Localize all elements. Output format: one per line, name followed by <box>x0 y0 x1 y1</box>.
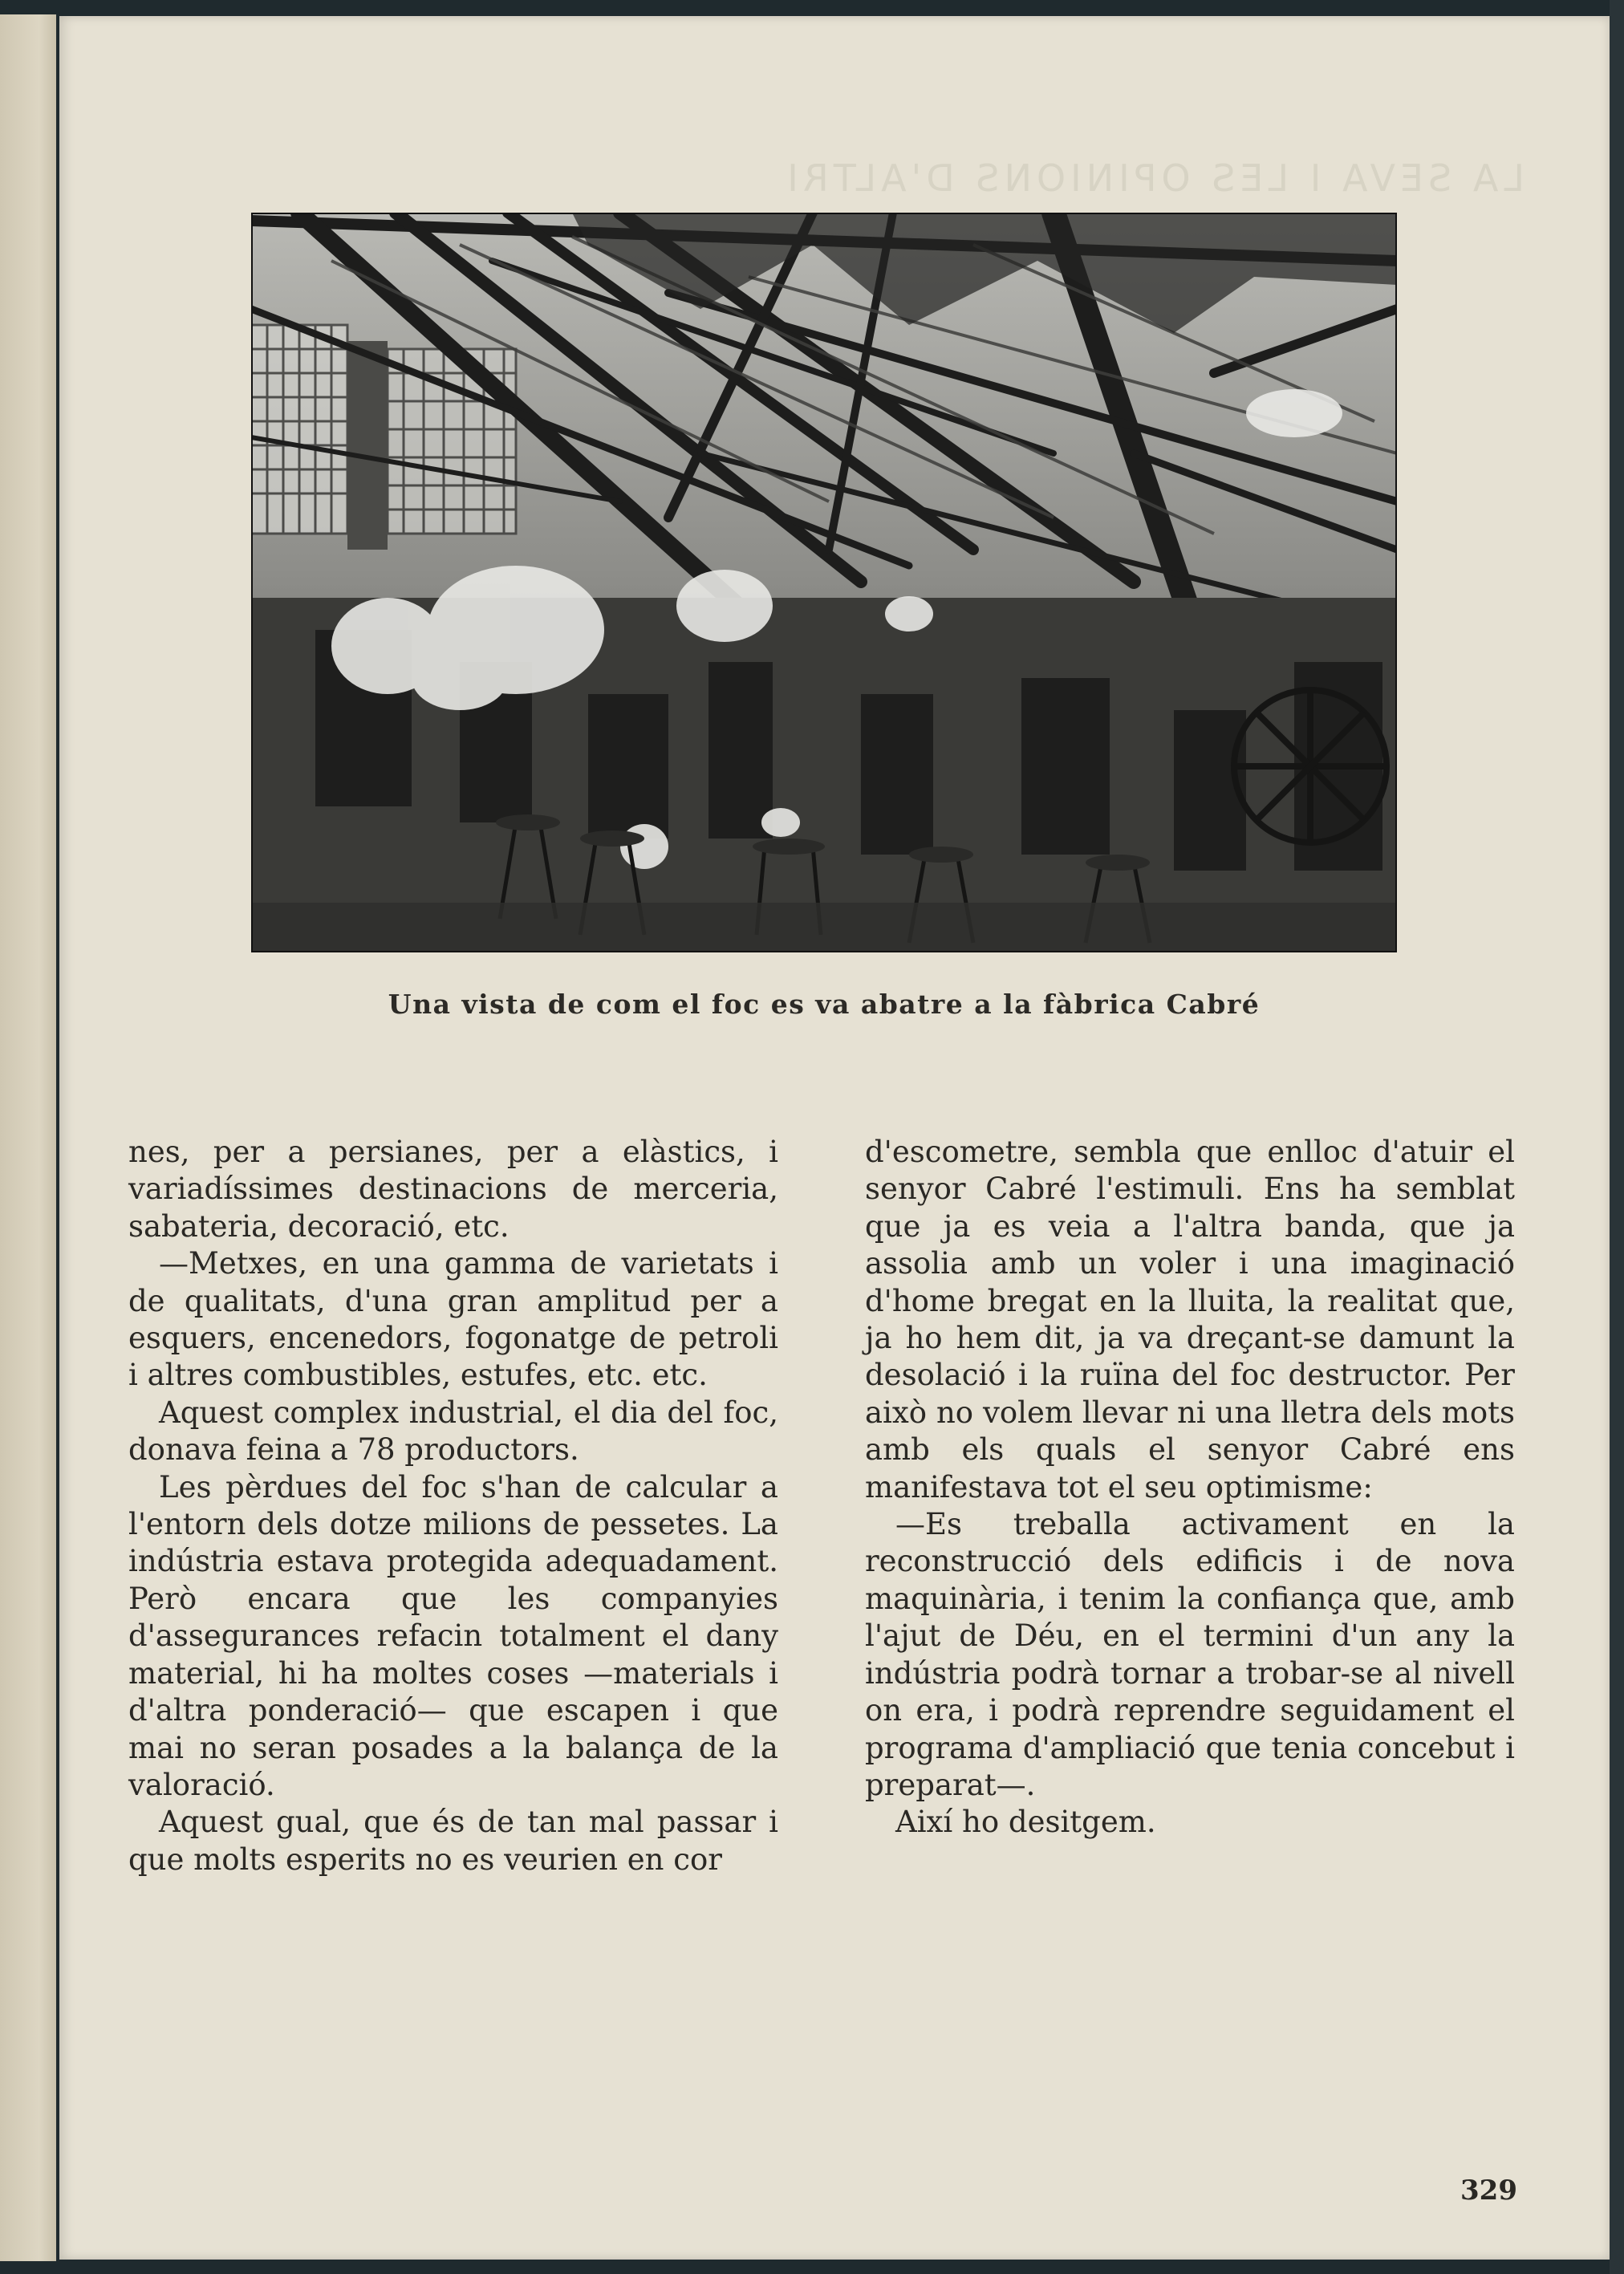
page-number: 329 <box>1460 2175 1517 2207</box>
paragraph: —Es treballa activament en la reconstrucció dels edificis i de nova maquinària, i tenim la confiança que, amb l'ajut de Déu, en el termini d'un any la indústria podrà tornar a trobar-se al nivell on era, i podrà reprendre seguidament el programa d'ampliació que tenia concebut i preparat—. <box>865 1507 1515 1802</box>
right-text-column <box>865 1134 1515 1842</box>
factory-fire-photo <box>251 213 1397 952</box>
paragraph: —Metxes, en una gamma de varietats i de qualitats, d'una gran amplitud per a esquers, encenedors, fogonatge de petroli i altres combustibles, estufes, etc. etc. <box>128 1246 778 1393</box>
paragraph: nes, per a persianes, per a elàstics, i variadíssimes destinacions de merceria, sabateria, decoració, etc. <box>128 1135 778 1244</box>
paragraph: Aquest gual, que és de tan mal passar i que molts esperits no es veurien en cor <box>128 1805 778 1877</box>
paragraph: Així ho desitgem. <box>895 1805 1156 1840</box>
photo-caption: Una vista de com el foc es va abatre a la fàbrica Cabré <box>388 989 1261 1020</box>
facing-page-edge <box>0 14 56 2261</box>
factory-ruins-image <box>251 213 1397 952</box>
left-text-column <box>128 1134 778 1878</box>
paragraph: Les pèrdues del foc s'han de calcular a l'entorn dels dotze milions de pessetes. La indústria estava protegida adequadament. Però encara que les companyies d'assegurances refacin totalment el dany material, hi ha moltes coses —materials i d'altra ponderació— que escapen i que mai no seran posades a la balança de la valoració. <box>128 1469 778 1802</box>
paragraph: Aquest complex industrial, el dia del foc, donava feina a 78 productors. <box>128 1395 778 1468</box>
paragraph: d'escometre, sembla que enlloc d'atuir el senyor Cabré l'estimuli. Ens ha semblat que ja es veia a l'altra banda, que ja assolia amb un voler i una imaginació d'home bregat en la lluita, la realitat que, ja ho hem dit, ja va dreçant-se damunt la desolació i la ruïna del foc destructor. Per això no volem llevar ni una lletra dels mots amb els quals el senyor Cabré ens manifestava tot el seu optimisme: <box>865 1135 1515 1504</box>
bleed-through-heading: LA SEVA I LES OPINIONS D'ALTRI <box>782 156 1525 200</box>
scan-border <box>1610 0 1624 2274</box>
